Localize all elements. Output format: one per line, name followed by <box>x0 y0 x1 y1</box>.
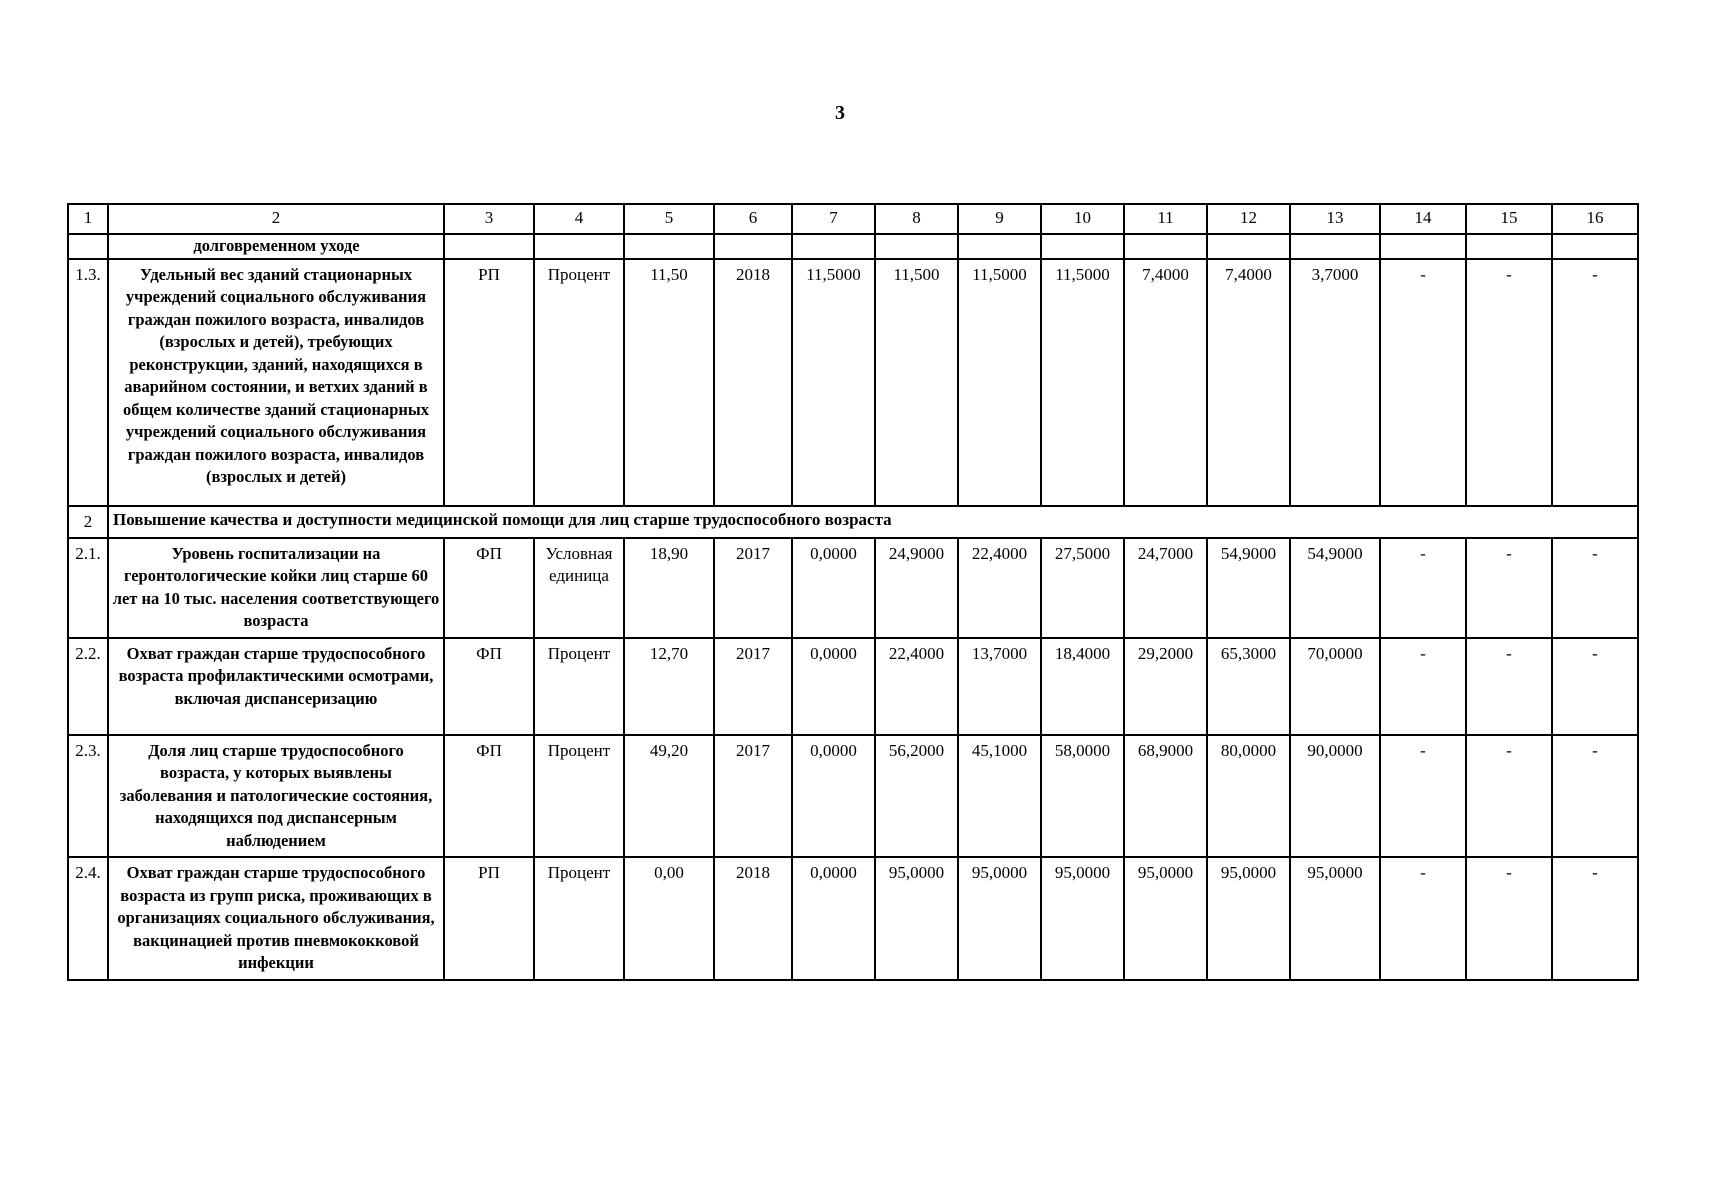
dash-cell: - <box>1380 538 1466 638</box>
table-row-2-3 <box>68 735 1638 858</box>
indicator-name: Уровень госпитализации на геронтологические койки лиц старше 60 лет на 10 тыс. населения соответствующего возраста <box>108 538 444 638</box>
value-cell: 13,7000 <box>958 638 1041 735</box>
base-year-cell: 2017 <box>714 538 792 638</box>
continuation-text: долговременном уходе <box>108 234 444 259</box>
section-title: Повышение качества и доступности медицинской помощи для лиц старше трудоспособного возраста <box>108 506 1638 538</box>
value-cell: 22,4000 <box>958 538 1041 638</box>
value-cell: 11,5000 <box>958 259 1041 506</box>
basis-cell: РП <box>444 857 534 980</box>
value-cell: 68,9000 <box>1124 735 1207 858</box>
dash-cell: - <box>1466 538 1552 638</box>
row-number: 2.4. <box>68 857 108 980</box>
dash-cell: - <box>1466 638 1552 735</box>
col-header: 4 <box>534 204 624 234</box>
dash-cell: - <box>1552 735 1638 858</box>
indicator-name: Охват граждан старше трудоспособного возраста из групп риска, проживающих в организациях социального обслуживания, вакцинацией против пневмококковой инфекции <box>108 857 444 980</box>
base-value-cell: 0,00 <box>624 857 714 980</box>
value-cell: 7,4000 <box>1207 259 1290 506</box>
dash-cell: - <box>1552 538 1638 638</box>
unit-cell: Процент <box>534 857 624 980</box>
value-cell: 0,0000 <box>792 857 875 980</box>
dash-cell: - <box>1380 638 1466 735</box>
col-header: 13 <box>1290 204 1380 234</box>
value-cell: 70,0000 <box>1290 638 1380 735</box>
value-cell: 95,0000 <box>875 857 958 980</box>
col-header: 12 <box>1207 204 1290 234</box>
row-number: 1.3. <box>68 259 108 506</box>
col-header: 1 <box>68 204 108 234</box>
indicator-name: Удельный вес зданий стационарных учреждений социального обслуживания граждан пожилого возраста, инвалидов (взрослых и детей), требующих реконструкции, зданий, находящихся в аварийном состоянии, и ветхих зданий в общем количестве зданий стационарных учреждений социального обслуживания граждан пожилого возраста, инвалидов (взрослых и детей) <box>108 259 444 506</box>
basis-cell: ФП <box>444 735 534 858</box>
dash-cell: - <box>1380 857 1466 980</box>
col-header: 14 <box>1380 204 1466 234</box>
base-year-cell: 2018 <box>714 259 792 506</box>
dash-cell: - <box>1380 259 1466 506</box>
basis-cell: РП <box>444 259 534 506</box>
value-cell: 22,4000 <box>875 638 958 735</box>
value-cell: 0,0000 <box>792 538 875 638</box>
dash-cell: - <box>1466 857 1552 980</box>
unit-cell: Условная единица <box>534 538 624 638</box>
dash-cell: - <box>1552 259 1638 506</box>
section-number: 2 <box>68 506 108 538</box>
col-header: 6 <box>714 204 792 234</box>
table-row-2-4 <box>68 857 1638 980</box>
unit-cell: Процент <box>534 259 624 506</box>
value-cell: 95,0000 <box>1124 857 1207 980</box>
value-cell: 11,5000 <box>792 259 875 506</box>
value-cell: 0,0000 <box>792 735 875 858</box>
value-cell: 11,500 <box>875 259 958 506</box>
row-number: 2.3. <box>68 735 108 858</box>
value-cell: 95,0000 <box>1290 857 1380 980</box>
unit-cell: Процент <box>534 638 624 735</box>
value-cell: 11,5000 <box>1041 259 1124 506</box>
basis-cell: ФП <box>444 638 534 735</box>
col-header: 9 <box>958 204 1041 234</box>
col-header: 8 <box>875 204 958 234</box>
base-value-cell: 11,50 <box>624 259 714 506</box>
continuation-row <box>68 234 1638 259</box>
col-header: 15 <box>1466 204 1552 234</box>
value-cell: 24,7000 <box>1124 538 1207 638</box>
value-cell: 95,0000 <box>1207 857 1290 980</box>
value-cell: 56,2000 <box>875 735 958 858</box>
value-cell: 95,0000 <box>958 857 1041 980</box>
base-year-cell: 2017 <box>714 735 792 858</box>
value-cell: 27,5000 <box>1041 538 1124 638</box>
value-cell: 3,7000 <box>1290 259 1380 506</box>
col-header: 7 <box>792 204 875 234</box>
col-header: 3 <box>444 204 534 234</box>
value-cell: 65,3000 <box>1207 638 1290 735</box>
col-header: 16 <box>1552 204 1638 234</box>
basis-cell: ФП <box>444 538 534 638</box>
base-value-cell: 12,70 <box>624 638 714 735</box>
table-row-1-3 <box>68 259 1638 506</box>
value-cell: 54,9000 <box>1290 538 1380 638</box>
value-cell: 18,4000 <box>1041 638 1124 735</box>
base-year-cell: 2017 <box>714 638 792 735</box>
row-number: 2.2. <box>68 638 108 735</box>
base-value-cell: 18,90 <box>624 538 714 638</box>
row-number: 2.1. <box>68 538 108 638</box>
base-value-cell: 49,20 <box>624 735 714 858</box>
value-cell: 95,0000 <box>1041 857 1124 980</box>
value-cell: 58,0000 <box>1041 735 1124 858</box>
value-cell: 54,9000 <box>1207 538 1290 638</box>
col-header: 5 <box>624 204 714 234</box>
table-row-2-1 <box>68 538 1638 638</box>
value-cell: 45,1000 <box>958 735 1041 858</box>
indicator-name: Охват граждан старше трудоспособного возраста профилактическими осмотрами, включая диспансеризацию <box>108 638 444 735</box>
col-header: 2 <box>108 204 444 234</box>
dash-cell: - <box>1466 735 1552 858</box>
dash-cell: - <box>1380 735 1466 858</box>
col-header: 11 <box>1124 204 1207 234</box>
dash-cell: - <box>1552 638 1638 735</box>
indicator-name: Доля лиц старше трудоспособного возраста, у которых выявлены заболевания и патологические состояния, находящихся под диспансерным наблюдением <box>108 735 444 858</box>
col-header: 10 <box>1041 204 1124 234</box>
base-year-cell: 2018 <box>714 857 792 980</box>
indicators-table <box>67 203 1639 981</box>
column-number-header <box>68 204 1638 234</box>
unit-cell: Процент <box>534 735 624 858</box>
value-cell: 7,4000 <box>1124 259 1207 506</box>
value-cell: 24,9000 <box>875 538 958 638</box>
dash-cell: - <box>1552 857 1638 980</box>
value-cell: 0,0000 <box>792 638 875 735</box>
value-cell: 80,0000 <box>1207 735 1290 858</box>
page-number: 3 <box>835 102 845 124</box>
dash-cell: - <box>1466 259 1552 506</box>
table-row-2-2 <box>68 638 1638 735</box>
value-cell: 29,2000 <box>1124 638 1207 735</box>
value-cell: 90,0000 <box>1290 735 1380 858</box>
section-row-2 <box>68 506 1638 538</box>
